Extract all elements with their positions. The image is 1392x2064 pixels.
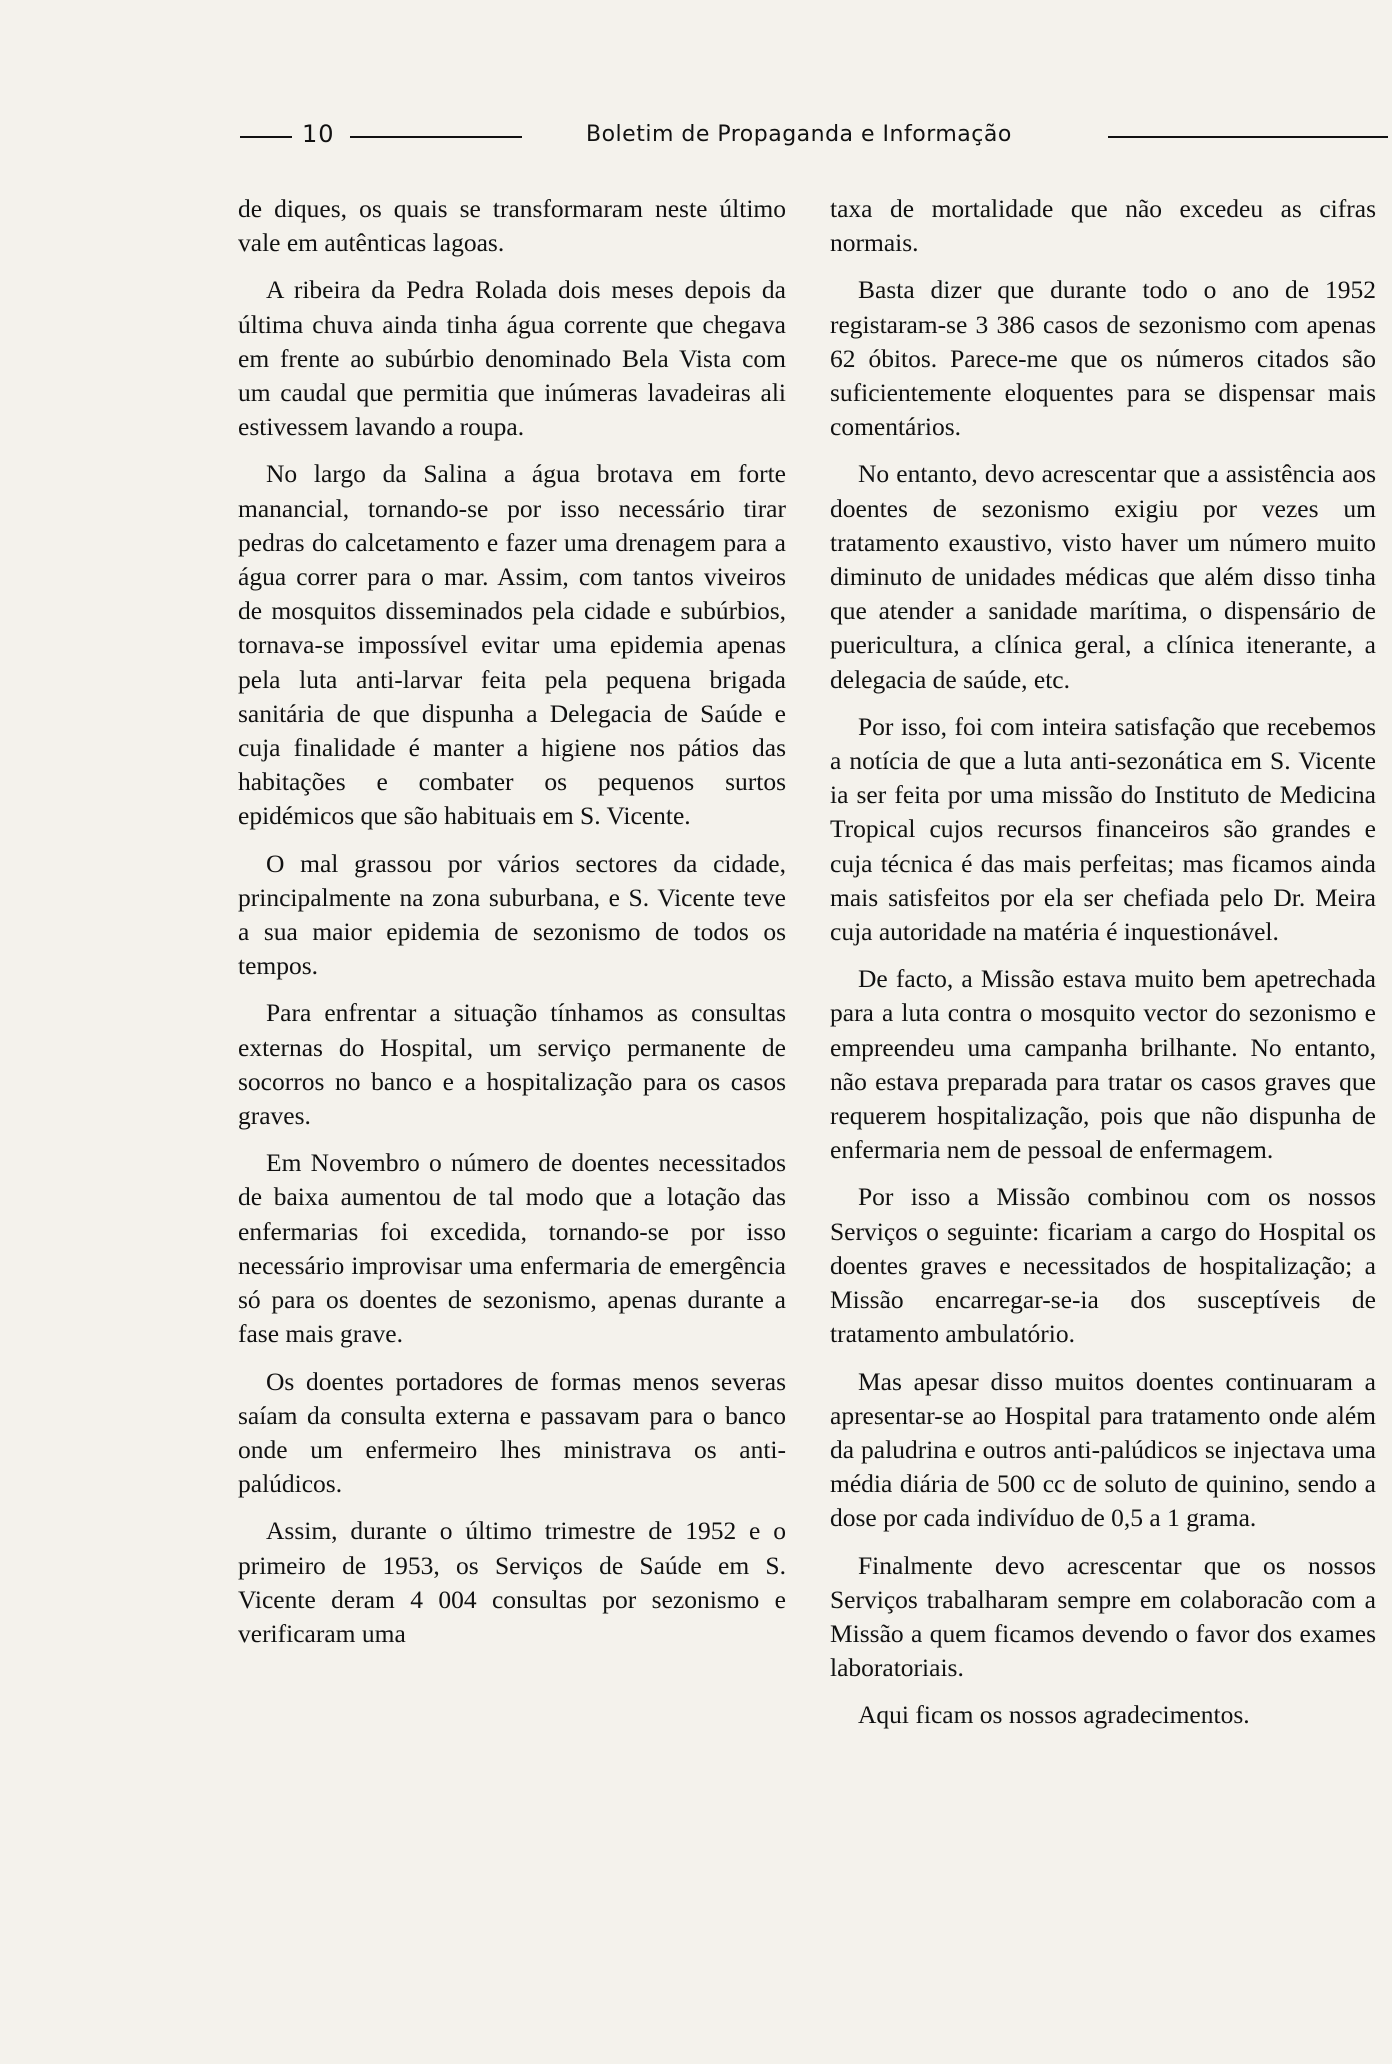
- paragraph: Basta dizer que durante todo o ano de 1952 registaram-se 3 386 casos de sezonismo com apenas 62 óbitos. Parece-me que os números citados são suficientemente eloquentes para se dispensar mais comentários.: [830, 275, 1376, 442]
- paragraph: O mal grassou por vários sectores da cidade, principalmente na zona suburbana, e S. Vicente teve a sua maior epidemia de sezonismo de todos os tempos.: [238, 848, 786, 981]
- paragraph: de diques, os quais se transformaram neste último vale em autênticas lagoas.: [238, 194, 786, 258]
- paragraph: Mas apesar disso muitos doentes continuaram a apresentar-se ao Hospital para tratamento onde além da paludrina e outros anti-palúdicos se injectava uma média diária de 500 cc de soluto de quinino, sendo a dose por cada indivíduo de 0,5 a 1 grama.: [830, 1366, 1376, 1533]
- paragraph: Aqui ficam os nossos agradecimentos.: [858, 1700, 1250, 1730]
- paragraph: A ribeira da Pedra Rolada dois meses depois da última chuva ainda tinha água corrente que chegava em frente ao subúrbio denominado Bela Vista com um caudal que permitia que inúmeras lavadeiras ali estivessem lavando a roupa.: [238, 275, 786, 442]
- paragraph: Finalmente devo acrescentar que os nossos Serviços trabalharam sempre em colaboracão com a Missão a quem ficamos devendo o favor dos exames laboratoriais.: [830, 1550, 1376, 1683]
- paragraph: Por isso a Missão combinou com os nossos Serviços o seguinte: ficariam a cargo do Hospital os doentes graves e necessitados de hospitalização; a Missão encarregar-se-ia dos susceptíveis de tratamento ambulatório.: [830, 1182, 1376, 1349]
- header-rule-middle: [350, 136, 522, 138]
- paragraph: De facto, a Missão estava muito bem apetrechada para a luta contra o mosquito vector do sezonismo e empreendeu uma campanha brilhante. No entanto, não estava preparada para tratar os casos graves que requerem hospitalização, pois que não dispunha de enfermaria nem de pessoal de enfermagem.: [830, 964, 1376, 1165]
- paragraph: Os doentes portadores de formas menos severas saíam da consulta externa e passavam para o banco onde um enfermeiro lhes ministrava os anti-palúdicos.: [238, 1366, 786, 1499]
- header-rule-right: [1108, 136, 1388, 138]
- right-column: [830, 192, 1376, 1746]
- left-column: [238, 192, 786, 1664]
- header-rule-left: [240, 136, 292, 138]
- paragraph: No entanto, devo acrescentar que a assistência aos doentes de sezonismo exigiu por vezes um tratamento exaustivo, visto haver um número muito diminuto de unidades médicas que além disso tinha que atender a sanidade marítima, o dispensário de puericultura, a clínica geral, a clínica itenerante, a delegacia de saúde, etc.: [830, 459, 1376, 694]
- paragraph: Por isso, foi com inteira satisfação que recebemos a notícia de que a luta anti-sezonática em S. Vicente ia ser feita por uma missão do Instituto de Medicina Tropical cujos recursos financeiros são grandes e cuja técnica é das mais perfeitas; mas ficamos ainda mais satisfeitos por ela ser chefiada pelo Dr. Meira cuja autoridade na matéria é inquestionável.: [830, 711, 1376, 947]
- page-number: 10: [302, 120, 335, 148]
- paragraph: Para enfrentar a situação tínhamos as consultas externas do Hospital, um serviço permanente de socorros no banco e a hospitalização para os casos graves.: [238, 998, 786, 1131]
- paragraph: Assim, durante o último trimestre de 1952 e o primeiro de 1953, os Serviços de Saúde em S. Vicente deram 4 004 consultas por sezonismo e verificaram uma: [238, 1516, 786, 1648]
- paragraph: Em Novembro o número de doentes necessitados de baixa aumentou de tal modo que a lotação das enfermarias foi excedida, tornando-se por isso necessário improvisar uma enfermaria de emergência só para os doentes de sezonismo, apenas durante a fase mais grave.: [238, 1148, 786, 1349]
- running-title: Boletim de Propaganda e Informação: [586, 122, 1012, 147]
- page-header: [240, 120, 1390, 160]
- paragraph: taxa de mortalidade que não excedeu as cifras normais.: [830, 194, 1376, 258]
- paragraph: No largo da Salina a água brotava em forte manancial, tornando-se por isso necessário tirar pedras do calcetamento e fazer uma drenagem para a água correr para o mar. Assim, com tantos viveiros de mosquitos disseminados pela cidade e subúrbios, tornava-se impossível evitar uma epidemia apenas pela luta anti-larvar feita pela pequena brigada sanitária de que dispunha a Delegacia de Saúde e cuja finalidade é manter a higiene nos pátios das habitações e combater os pequenos surtos epidémicos que são habituais em S. Vicente.: [238, 459, 786, 831]
